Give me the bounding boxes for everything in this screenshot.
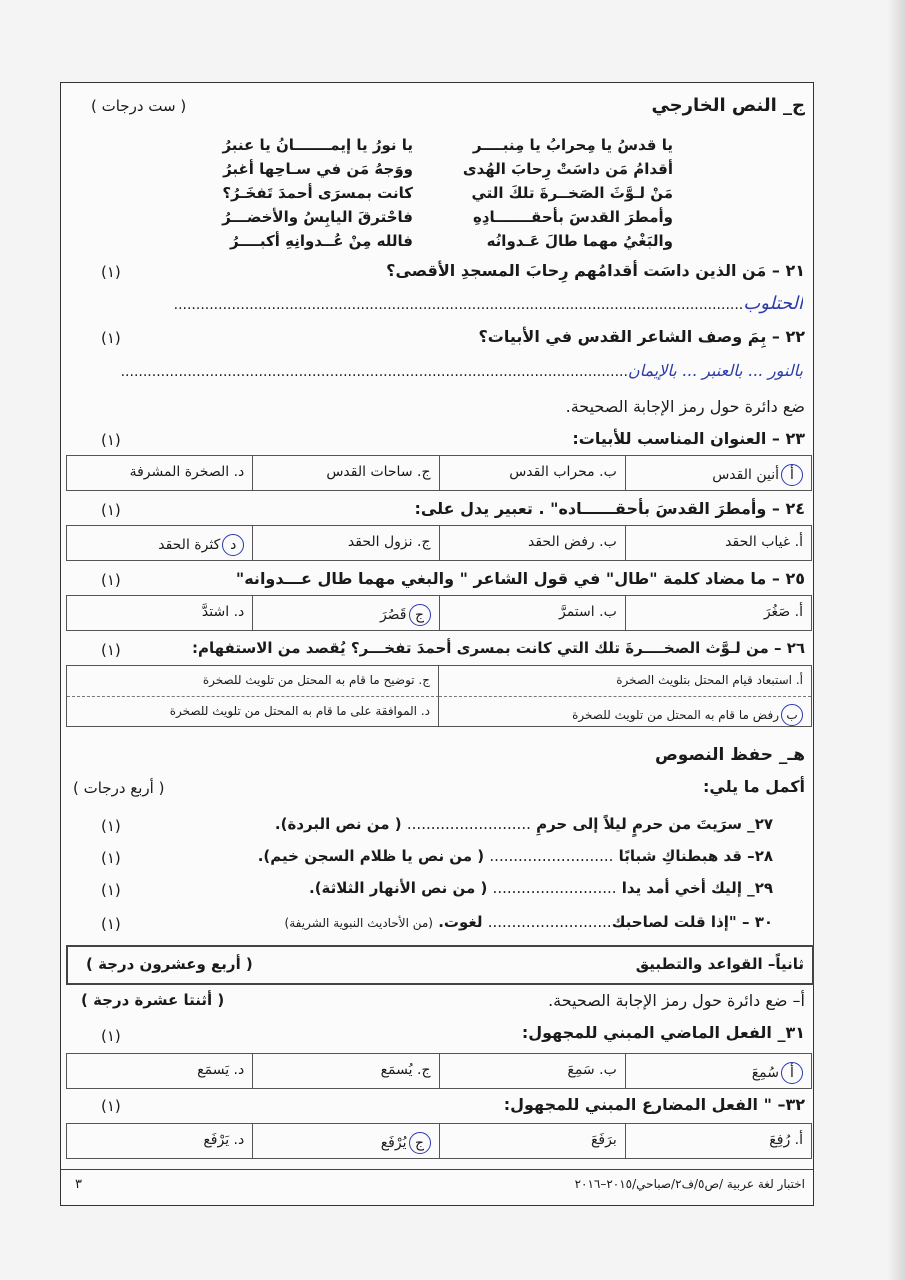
question-25: ٢٥ – ما مضاد كلمة "طال" في قول الشاعر " والبغي مهما طال عـــدوانه" [235,569,805,588]
poem-right-column [413,133,673,253]
section-instruction: أكمل ما يلي: [703,777,805,796]
part2-header-box [66,945,814,985]
options-row-26 [66,665,812,727]
option-c[interactable]: ج. نزول الحقد [252,526,438,560]
exam-page [60,82,814,1206]
options-row-31 [66,1053,812,1089]
poem-line: يا نورُ يا إيمـــــــانُ يا عنبرُ [222,136,413,154]
question-31: ٣١_ الفعل الماضي المبني للمجهول: [521,1023,805,1042]
option-d[interactable]: د. اشتدَّ [201,604,245,620]
question-23: ٢٣ – العنوان المناسب للأبيات: [572,429,805,448]
option-b[interactable]: ب. محراب القدس [439,456,625,490]
option-c[interactable]: ج. توضيح ما قام به المحتل من تلويث للصخرة [67,666,439,696]
option-d[interactable]: د. الموافقة على ما قام به المحتل من تلويث للصخرة [67,696,439,726]
poem-line: والبَغْيُ مهما طالَ عَـدوانُه [486,232,673,250]
question-score: (١) [101,329,121,347]
option-c[interactable]: ج. يُسمَع [252,1054,438,1088]
page-number: ٣ [75,1177,82,1192]
poem-line: فاحْترقَ اليابِسُ والأخضـــرُ [222,208,413,226]
question-score: (١) [101,817,121,835]
handwritten-answer: بالنور ... بالعنبر ... بالإيمان [627,361,803,380]
option-c[interactable]: جقَصُرَ [252,596,438,630]
poem-line: ووَجهُ مَن في سـاحِها أغبرُ [223,160,413,178]
answer-line-22[interactable]: بالنور ... بالعنبر ... بالإيمان.................................................................................................................. [120,361,803,380]
option-c[interactable]: جيُرْفَع [252,1124,438,1158]
footer-title: اختبار لغة عربية /ص٥/ف٢/صباحي/٢٠١٥–٢٠١٦ [574,1177,805,1191]
section-title: ج_ النص الخارجي [651,95,805,116]
footer-divider [61,1169,813,1170]
option-a[interactable]: أأنين القدس [625,456,811,490]
question-score: (١) [101,881,121,899]
question-score: (١) [101,1027,121,1045]
options-row-24 [66,525,812,561]
option-a[interactable]: أ. غياب الحقد [625,526,811,560]
question-28: ٢٨– قد هبطناكِ شبابًا .......................... ( من نص يا ظلام السجن خيم). [257,847,773,865]
poem-line: أقدامُ مَن داسَتْ رِحابَ الهُدى [462,160,673,178]
poem-left-column [153,133,413,253]
part-points: ( أربع وعشرون درجة ) [86,955,253,973]
answer-circle: ج [409,1132,431,1154]
option-b[interactable]: برفض ما قام به المحتل من تلويث للصخرة [439,696,811,726]
scan-edge [887,0,905,1280]
question-score: (١) [101,641,121,659]
poem-line: يا قدسُ يا مِحرابُ يا مِنبــــر [472,136,673,154]
answer-circle: أ [781,1062,803,1084]
question-32: ٣٢– " الفعل المضارع المبني للمجهول: [503,1095,805,1114]
poem-line: وأمطرَ القدسَ بأحقـــــــادِهِ [472,208,673,226]
option-a[interactable]: أسُمِعَ [625,1054,811,1088]
answer-line-21[interactable]: الحتلوب................................................................................................................................ [173,293,803,314]
option-d[interactable]: د. يَرْفَع [203,1132,245,1148]
question-score: (١) [101,915,121,933]
poem-line: فالله مِنْ عُــدوانِهِ أكبــــرُ [230,232,413,250]
part-title: ثانياً– القواعد والتطبيق [635,955,804,973]
question-21: ٢١ – مَن الذين داسَت أقدامُهم رِحابَ المسجدِ الأقصى؟ [386,261,805,280]
question-24: ٢٤ – وأمطرَ القدسَ بأحقــــــاده" . تعبير يدل على: [414,499,805,518]
question-30: ٣٠ – "إذا قلت لصاحبك.......................... لغوت. (من الأحاديث النبوية الشريفة) [284,913,773,931]
question-29: ٢٩_ إليك أخي أمد يدا .......................... ( من نص الأنهار الثلاثة). [309,879,773,897]
option-b[interactable]: ب. استمرَّ [439,596,625,630]
section-points: ( ست درجات ) [91,97,187,115]
question-score: (١) [101,431,121,449]
section-points: ( أربع درجات ) [73,779,165,797]
answer-circle: أ [781,464,803,486]
options-row-25 [66,595,812,631]
answer-circle: ج [409,604,431,626]
question-score: (١) [101,501,121,519]
option-d[interactable]: دكثرة الحقد [67,526,252,560]
question-26: ٢٦ – من لـوَّث الصخــــرةَ تلك التي كانت بمسرى أحمدَ تفخـــر؟ يُقصد من الاستفهام: [192,639,805,657]
option-a[interactable]: أ. صَغُرَ [625,596,811,630]
poem-line: مَنْ لـوَّثَ الصَخــرةَ تلكَ التي [471,184,673,202]
option-a[interactable]: أ. استبعاد قيام المحتل بتلويث الصخرة [616,673,803,687]
handwritten-answer: الحتلوب [743,293,803,314]
question-22: ٢٢ – بِمَ وصف الشاعر القدس في الأبيات؟ [478,327,805,346]
option-b[interactable]: ب. رفض الحقد [439,526,625,560]
option-a[interactable]: أ. رُفِعَ [625,1124,811,1158]
option-d[interactable]: د. يَسمَع [197,1062,245,1078]
answer-circle: د [222,534,244,556]
part2a-points: ( أثنتا عشرة درجة ) [81,991,225,1009]
poem-line: كانت بمسرَى أحمدَ تَفخَـرُ؟ [222,184,413,202]
question-27: ٢٧_ سرَيتَ من حرمٍ ليلاً إلى حرمِ .......................... ( من نص البردة). [274,815,773,833]
option-b[interactable]: ب. سَمِعَ [439,1054,625,1088]
section-title: هـ_ حفظ النصوص [654,745,805,765]
option-b[interactable]: برَفَعَ [439,1124,625,1158]
question-score: (١) [101,849,121,867]
answer-circle: ب [781,704,803,726]
part2a-instruction: أ– ضع دائرة حول رمز الإجابة الصحيحة. [548,991,805,1010]
question-score: (١) [101,1097,121,1115]
options-row-23 [66,455,812,491]
option-c[interactable]: ج. ساحات القدس [252,456,438,490]
question-score: (١) [101,571,121,589]
mcq-instruction: ضع دائرة حول رمز الإجابة الصحيحة. [565,397,805,416]
question-score: (١) [101,263,121,281]
option-d[interactable]: د. الصخرة المشرفة [129,464,245,480]
options-row-32 [66,1123,812,1159]
